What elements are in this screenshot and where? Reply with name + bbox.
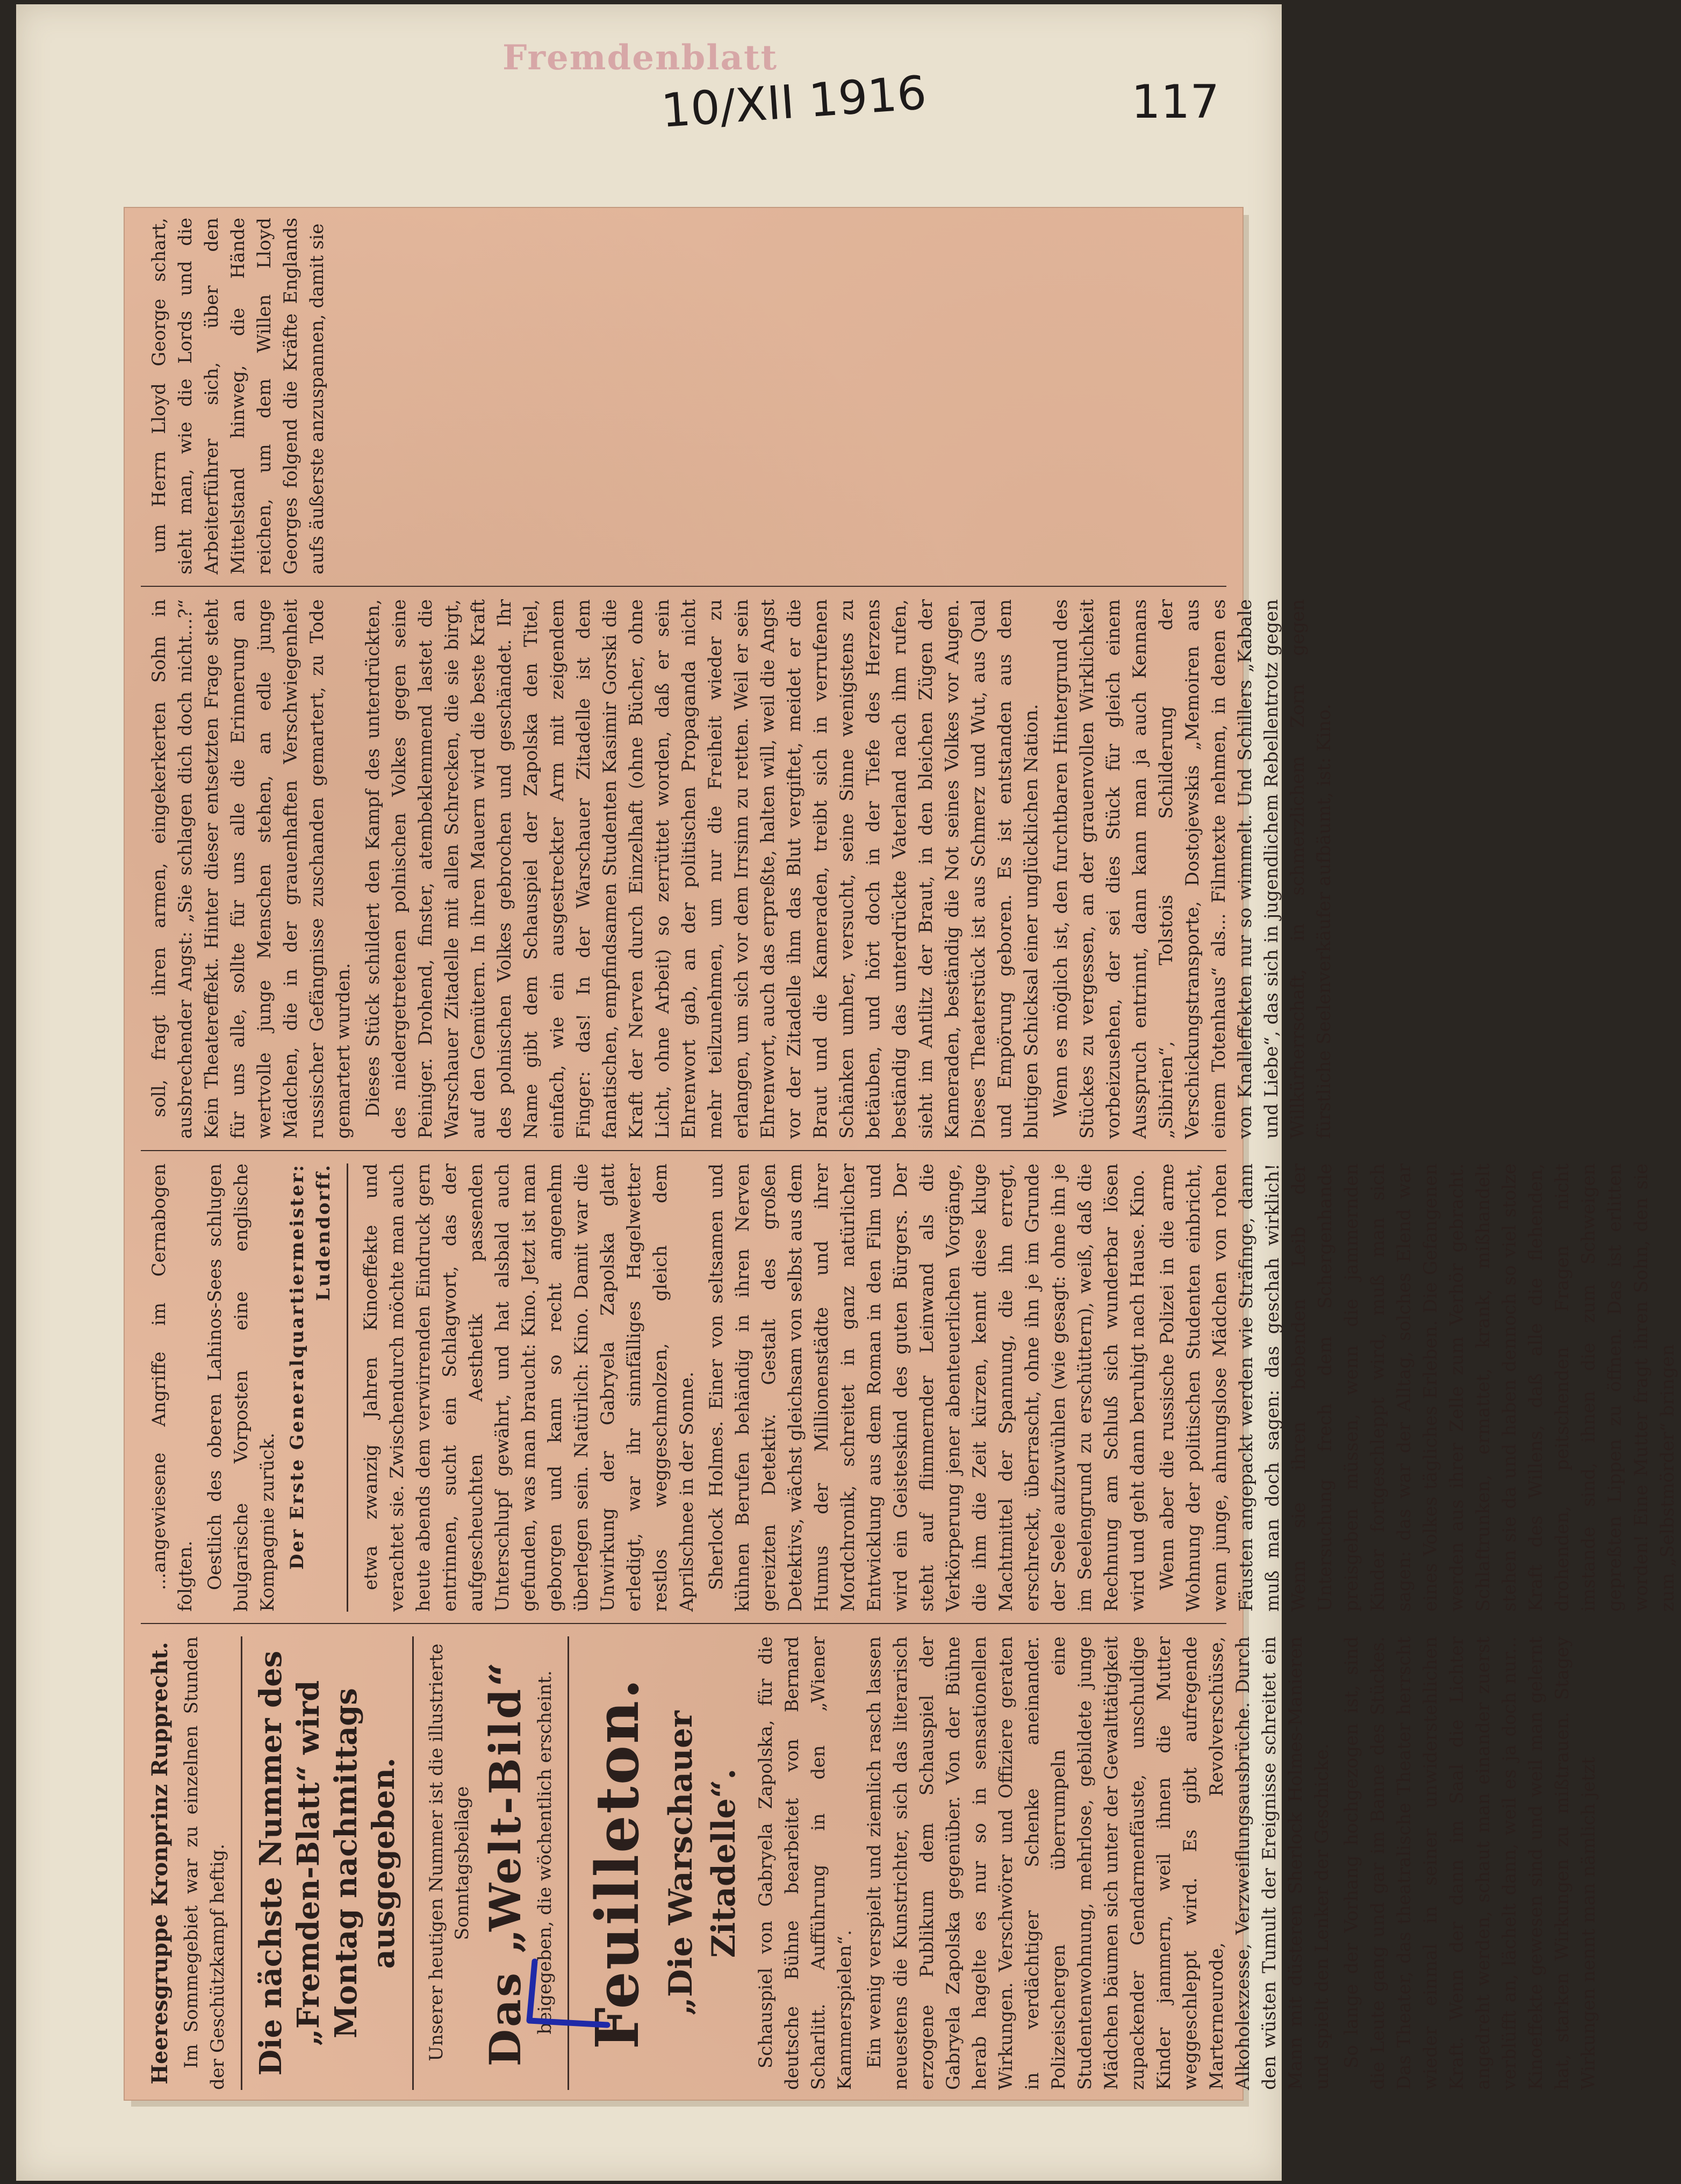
newspaper-clipping: [124, 207, 1678, 2101]
news-paragraph: um Herrn Lloyd George schart, sieht man, wie die Lords und die Arbeiterführer sich, über den Mittelstand hinweg, die Hände reichen, um dem Willen Lloyd Georges folgend die Kräfte Englands aufs äußerste anzuspannen, damit sie: [148, 218, 328, 574]
review-paragraph: etwa zwanzig Jahren Kinoeffekte und verachtet sie. Zwischendurch möchte man auch heute abends dem verwirrenden Eindruck gern entrinnen, sucht ein Schlagwort, das der aufgescheuchten Aesthetik passenden Unterschlupf gewährt, und hat alsbald auch gefunden, was man braucht: Kino. Jetzt ist man geborgen und kann so recht angenehm überlegen sein. Natürlich: Kino. Damit war die Unwirkung der Gabryela Zapolska glatt erledigt, war ihr sinnfälliges Hagelwetter restlos weggeschmolzen, gleich dem Aprilschnee in der Sonne.: [360, 1163, 698, 1612]
announcement-intro: Unserer heutigen Nummer ist die illustrierte Sonntagsbeilage: [426, 1643, 473, 2061]
divider: [347, 1163, 348, 1612]
news-line: Oestlich des oberen Lahinos-Sees schlugen bulgarische Vorposten eine englische Kompagnie zurück.: [204, 1163, 278, 1612]
column-2: [125, 1154, 1678, 1621]
review-paragraph: Schauspiel von Gabryela Zapolska, für die deutsche Bühne bearbeitet von Bernard Scharlitt. Aufführung in den „Wiener Kammerspielen“.: [755, 1636, 856, 2090]
column-rule: [141, 1150, 1226, 1151]
archive-stamp: Fremdenblatt: [502, 38, 778, 78]
announcement-outro: beigegeben, die wöchentlich erscheint.: [534, 1670, 556, 2035]
rotated-print: [125, 208, 1678, 2100]
announcement-headline: Die nächste Nummer des „Fremden-Blatt“ wird Montag nachmittags ausgegeben.: [253, 1650, 401, 2076]
news-line: Im Sommegebiet war zu einzelnen Stunden der Geschützkampf heftig.: [181, 1636, 228, 2090]
review-paragraph: So lange der Vorhang hochgezogen ist, sind die Leute gang und gar im Banne des Stückes. Das Theater, das theatralische Theater herrscht wieder einmal in seiner unwiderstehlichen Kraft. Wenn der dann im Saal die Lichter angedreht werden, schaut man einander zuerst verblüfft an, lächelt dann, weil es ja doch nur... Kinoeffekte gewesen sind und weil man gelernt hat, starken Wirkungen zu mißtrauen. Stagey Wirkungen nennt man nämlich jetzt: [1341, 1636, 1599, 2090]
play-title: „Die Warschauer Zitadelle“.: [662, 1711, 743, 2016]
column-rule: [141, 586, 1226, 587]
blue-pencil-mark: [513, 1956, 615, 2037]
review-paragraph: soll, fragt ihren armen, eingekerkerten Sohn in ausbrechender Angst: „Sie schlagen dich doch nicht...?“ Kein Theatereffekt. Hinter dieser entsetzten Frage steht für uns alle, sollte für uns alle die Erinnerung an wertvolle junge Menschen stehen, an edle junge Mädchen, die in der grauenhaften Verschwiegenheit russischer Gefängnisse zuschanden gemartert, zu Tode gemartert wurden.: [148, 599, 354, 1139]
column-rule: [141, 1623, 1226, 1624]
column-3: [125, 590, 1335, 1148]
review-paragraph: Wenn aber die russische Polizei in die arme Wohnung der politischen Studenten einbricht, wenn junge, ahnungslose Mädchen von rohen Fäusten angepackt werden wie Sträfinge, dann muß man doch sagen: das geschah wirklich! Wenn sie ihren bebenden Leib der Untersuchung frech dem Schergenhande preisgeben müssen, wenn die jammernden Kinder fortgeschleppt wird, muß man sich sagen: das war der Alltag, solches Elend war eines Volkes tägliches Erleben. Die Gefangenen werden aus ihrer Zelle zum Verhör gebracht. Schlaftrunken, ermattet, krank, mißhandelt stehen sie da und haben dennoch so viel stolze Kraft des Willens, daß alle die flehenden, drohenden, peitschenden Fragen nicht imstande sind, ihnen die zum Schweigen gepreßten Lippen zu öffnen. Das ist erlitten worden! Eine Mutter fragt ihren Sohn, den sie zum „Selbstmörder“ bringen: [1156, 1163, 1678, 1612]
review-paragraph: Wenn es möglich ist, den furchtbaren Hintergrund des Stückes zu vergessen, an der grauenvollen Wirklichkeit vorbeizusehen, der sei dies Stück für gleich einem Ausspruch entrinnt, dann kann man ja auch Kennans „Sibirien“, Tolstois Schilderung der Verschickungstransporte, Dostojewskis „Memoiren aus einem Totenhaus“ als... Filmtexte nehmen, in denen es von Knalleffekten nur so wimmelt. Und Schillers „Kabale und Liebe“, das sich in jugendlichem Rebellentrotz gegen Willkürherrschaft, in schmerzlichem Zorn gegen fürstliche Seelenverkäufer aufbäumt, ist: Kino.: [1050, 599, 1335, 1139]
review-paragraph: Ein wenig verspielt und ziemlich rasch lassen neuestens die Kunstrichter, sich das literarisch erzogene Publikum dem Schauspiel der Gabryela Zapolska gegenüber. Von der Bühne herab hagelte es nur so in sensationellen Wirkungen. Verschwörer und Offiziere geraten in verdächtiger Schenke aneinander. Polizeischergen überrumpeln eine Studentenwohnung, mehrlose, gebildete junge Mädchen bäumen sich unter der Gewalttätigkeit zupackender Gendarmenfäuste, unschuldige Kinder jammern, weil ihnen die Mutter weggeschleppt wird. Es gibt aufregende Marterneurode, Revolverschüsse, Alkoholexzesse, Verzweiflungsausbrüche. Durch den wüsten Tumult der Ereignisse schreitet ein Mann mit düsteren Sherlock Holmes-Manieren und spielt den Lenker der Geschicke.: [864, 1636, 1333, 2090]
news-line: Heeresgruppe Kronprinz Rupprecht.: [147, 1642, 173, 2085]
review-paragraph: Dieses Stück schildert den Kampf des unterdrückten, des niedergetretenen polnischen Volkes gegen seine Peiniger. Drohend, finster, atembeklemmend lastet die Warschauer Zitadelle mit allen Schrecken, die sie birgt, auf den Gemütern. In ihren Mauern wird die beste Kraft des polnischen Volkes gebrochen und geschändet. Ihr Name gibt dem Schauspiel der Zapolska den Titel, einfach, wie ein ausgestreckter Arm mit zeigendem Finger: das! In der Warschauer Zitadelle ist dem fanatischen, empfindsamen Studenten Kasimir Gorski die Kraft der Nerven durch Einzelhaft (ohne Bücher, ohne Licht, ohne Arbeit) so zerrüttet worden, daß er sein Ehrenwort gab, an der politischen Propaganda nicht mehr teilzunehmen, um nur die Freiheit wieder zu erlangen, um sich vor dem Irrsinn zu retten. Weil er sein Ehrenwort, auch das erpreßte, halten will, weil die Angst vor der Zitadelle ihm das Blut vergiftet, meidet er die Braut und die Kameraden, treibt sich in verrufenen Schänken umher, versucht, seine Sinne wenigstens zu betäuben, und hört doch in der Tiefe des Herzens beständig das unterdrückte Vaterland nach ihm rufen, sieht im Antlitz der Braut, in den bleichen Zügen der Kameraden, beständig die Not seines Volkes vor Augen. Dieses Theaterstück ist aus Schmerz und Wut, aus Qual und Empörung geboren. Es ist entstanden aus dem blutigen Schicksal einer unglücklichen Nation.: [362, 599, 1042, 1139]
feuilleton-heading: Feuilleton.: [583, 1677, 652, 2050]
supplement-title: Das „Welt-Bild“: [480, 1659, 530, 2067]
handwritten-date: 10/XII 1916: [659, 66, 929, 139]
news-signature: Der Erste Generalquartiermeister: Ludendorff.: [286, 1163, 334, 1570]
column-4: [125, 208, 1242, 584]
news-line: ...angewiesene Angriffe im Cernabogen folgten.: [148, 1163, 196, 1612]
column-1: [125, 1627, 1599, 2100]
folio-number: 117: [1131, 75, 1220, 129]
review-paragraph: Sherlock Holmes. Einer von seltsamen und kühnen Berufen behändig in ihren Nerven gereizten Detektiv. Gestalt des großen Detektivs, wächst gleichsam von selbst aus dem Humus der Millionenstädte und ihrer Mordchronik, schreitet in ganz natürlicher Entwicklung aus dem Roman in den Film und wird ein Geisteskind des guten Bürgers. Der steht auf flimmernder Leinwand als die Verkörperung jener abenteuerlichen Vorgänge, die ihm die Zeit kürzen, kennt diese kluge Machtmittel der Spannung, die ihn erregt, erschreckt, überrascht, ohne ihn je im Grunde der Seele aufzuwühlen (wie gesagt: ohne ihn je im Seelengrund zu erschüttern), weiß, daß die Rechnung am Schluß sich wunderbar lösen wird und geht dann beruhigt nach Hause. Kino.: [706, 1163, 1148, 1612]
divider: [412, 1636, 414, 2090]
divider: [241, 1636, 242, 2090]
